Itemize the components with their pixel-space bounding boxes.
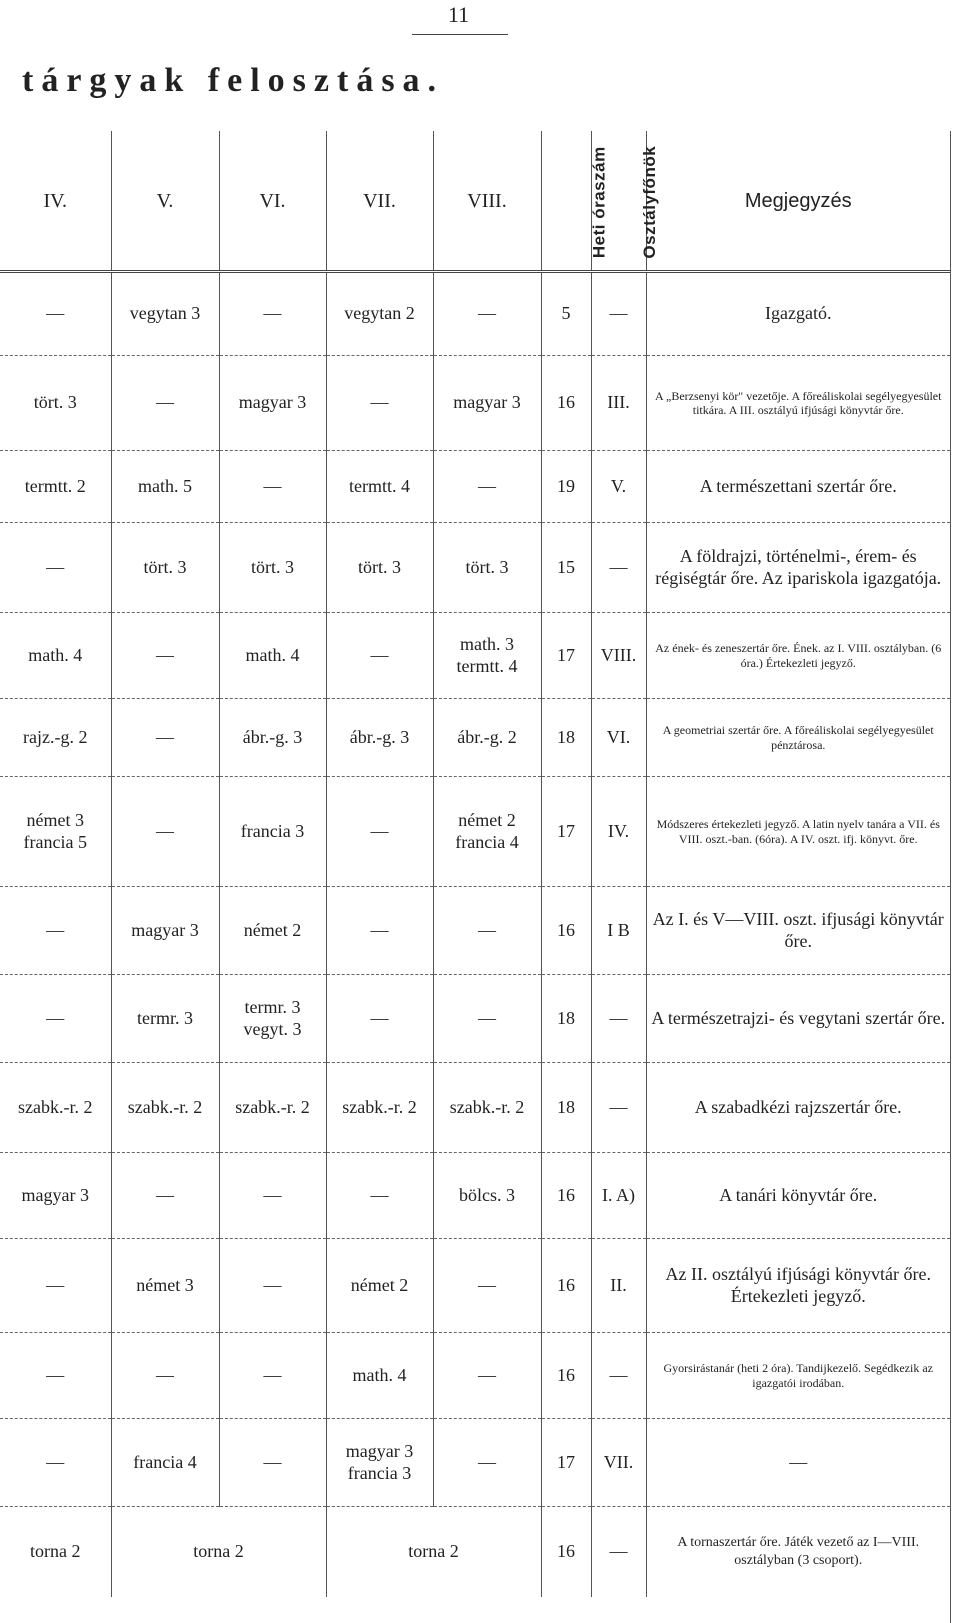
cell-iv: tört. 3 — [0, 356, 111, 451]
cell-note: Az ének- és zeneszertár őre. Ének. az I. VIII. osztályban. (6 óra.) Értekezleti jegyző. — [646, 613, 950, 699]
cell-form-master: VI. — [591, 699, 646, 777]
table-row — [0, 887, 950, 975]
table-row — [0, 1419, 950, 1507]
cell-iv: — — [0, 523, 111, 613]
table-row — [0, 272, 950, 356]
table-row — [0, 451, 950, 523]
cell-iv: — — [46, 303, 65, 324]
table-row — [0, 777, 950, 887]
table-row — [0, 1063, 950, 1153]
col-header-iv: IV. — [0, 131, 111, 272]
cell-viii: szabk.-r. 2 — [433, 1063, 541, 1153]
cell-note: — — [646, 1419, 950, 1507]
header-row — [0, 131, 950, 272]
table-row — [0, 1239, 950, 1333]
cell-v: francia 4 — [111, 1419, 219, 1507]
cell-vi: — — [219, 1153, 326, 1239]
cell-form-master: — — [591, 1063, 646, 1153]
cell-viii: — — [433, 1239, 541, 1333]
cell-vi: — — [219, 272, 326, 356]
table-right-border — [950, 131, 951, 1623]
cell-form-master: — — [591, 1333, 646, 1419]
cell-vii: szabk.-r. 2 — [326, 1063, 433, 1153]
cell-hours: 17 — [541, 777, 591, 887]
cell-note: Az I. és V—VIII. oszt. ifjusági könyvtár őre. — [646, 887, 950, 975]
cell-v: — — [111, 1153, 219, 1239]
cell-note: A tornaszertár őre. Játék vezető az I—VIII. osztályban (3 csoport). — [646, 1507, 950, 1597]
cell-vii: — — [326, 1153, 433, 1239]
cell-note: Módszeres értekezleti jegyző. A latin nyelv tanára a VII. és VIII. oszt.-ban. (6óra). A IV. oszt. ifj. könyvt. őre. — [646, 777, 950, 887]
cell-vii: tört. 3 — [326, 523, 433, 613]
cell-vii-viii: torna 2 — [326, 1507, 541, 1597]
cell-form-master: — — [591, 1507, 646, 1597]
page-number-rule — [412, 34, 508, 35]
cell-form-master: — — [591, 272, 646, 356]
cell-v: math. 5 — [111, 451, 219, 523]
cell-note: A természettani szertár őre. — [646, 451, 950, 523]
cell-v: termr. 3 — [111, 975, 219, 1063]
cell-vii: — — [326, 975, 433, 1063]
cell-vi: — — [219, 1333, 326, 1419]
table-row — [0, 356, 950, 451]
col-header-vi: VI. — [219, 131, 326, 272]
cell-note: A természetrajzi- és vegytani szertár őre. — [646, 975, 950, 1063]
table-row — [0, 1333, 950, 1419]
cell-v: tört. 3 — [111, 523, 219, 613]
cell-vii: math. 4 — [326, 1333, 433, 1419]
cell-vi: — — [219, 1239, 326, 1333]
cell-vii: ábr.-g. 3 — [326, 699, 433, 777]
cell-hours: 18 — [541, 699, 591, 777]
cell-viii: — — [433, 1419, 541, 1507]
cell-form-master: IV. — [591, 777, 646, 887]
cell-note: Igazgató. — [646, 272, 950, 356]
cell-vi: — — [219, 1419, 326, 1507]
cell-viii: bölcs. 3 — [433, 1153, 541, 1239]
cell-hours: 15 — [541, 523, 591, 613]
cell-iv: — — [0, 1333, 111, 1419]
cell-vi: termr. 3 vegyt. 3 — [219, 975, 326, 1063]
cell-form-master: III. — [591, 356, 646, 451]
cell-vi: német 2 — [219, 887, 326, 975]
cell-form-master: — — [591, 975, 646, 1063]
cell-viii: tört. 3 — [433, 523, 541, 613]
cell-vi: math. 4 — [219, 613, 326, 699]
cell-vii: — — [326, 887, 433, 975]
col-header-hours-text: Heti óraszám — [589, 145, 609, 258]
cell-iv: — — [0, 975, 111, 1063]
page-heading: tárgyak felosztása. — [22, 62, 445, 99]
cell-v: magyar 3 — [111, 887, 219, 975]
table-row — [0, 975, 950, 1063]
cell-vi: szabk.-r. 2 — [219, 1063, 326, 1153]
table-row — [0, 699, 950, 777]
table-row — [0, 1153, 950, 1239]
cell-v: német 3 — [111, 1239, 219, 1333]
cell-hours: 17 — [541, 1419, 591, 1507]
cell-v: — — [111, 356, 219, 451]
subject-distribution-table — [0, 131, 950, 1597]
table-row — [0, 613, 950, 699]
cell-vii: termtt. 4 — [326, 451, 433, 523]
cell-note: A geometriai szertár őre. A főreáliskolai segélyegyesület pénztárosa. — [646, 699, 950, 777]
cell-form-master: VII. — [591, 1419, 646, 1507]
cell-v: — — [111, 699, 219, 777]
col-header-form-master-text: Osztályfőnök — [639, 145, 659, 259]
cell-iv: rajz.-g. 2 — [0, 699, 111, 777]
cell-iv: termtt. 2 — [0, 451, 111, 523]
cell-iv: math. 4 — [0, 613, 111, 699]
cell-iv: magyar 3 — [0, 1153, 111, 1239]
cell-iv: szabk.-r. 2 — [0, 1063, 111, 1153]
cell-vi: tört. 3 — [219, 523, 326, 613]
cell-v: szabk.-r. 2 — [111, 1063, 219, 1153]
cell-note: A földrajzi, történelmi-, érem- és régiségtár őre. Az ipariskola igazgatója. — [646, 523, 950, 613]
cell-vi: — — [219, 451, 326, 523]
cell-vii: vegytan 2 — [326, 272, 433, 356]
cell-iv: német 3 francia 5 — [0, 777, 111, 887]
cell-v: — — [111, 1333, 219, 1419]
cell-viii: ábr.-g. 2 — [433, 699, 541, 777]
cell-iv: — — [0, 887, 111, 975]
cell-hours: 16 — [541, 1239, 591, 1333]
cell-note: Gyorsirástanár (heti 2 óra). Tandijkezelő. Segédkezik az igazgatói irodában. — [646, 1333, 950, 1419]
cell-iv: — — [0, 1419, 111, 1507]
cell-vi: ábr.-g. 3 — [219, 699, 326, 777]
cell-hours: 17 — [541, 613, 591, 699]
cell-note: Az II. osztályú ifjúsági könyvtár őre. Értekezleti jegyző. — [646, 1239, 950, 1333]
cell-viii: — — [433, 272, 541, 356]
cell-vi: magyar 3 — [219, 356, 326, 451]
table-row — [0, 523, 950, 613]
cell-form-master: — — [591, 523, 646, 613]
cell-iv: — — [0, 1239, 111, 1333]
cell-hours: 18 — [541, 1063, 591, 1153]
cell-hours: 16 — [541, 356, 591, 451]
cell-note: A szabadkézi rajzszertár őre. — [646, 1063, 950, 1153]
cell-hours: 16 — [541, 887, 591, 975]
cell-hours: 18 — [541, 975, 591, 1063]
col-header-note: Megjegyzés — [646, 131, 950, 272]
cell-vii: magyar 3 francia 3 — [326, 1419, 433, 1507]
cell-form-master: I. A) — [591, 1153, 646, 1239]
col-header-viii: VIII. — [433, 131, 541, 272]
cell-v: vegytan 3 — [111, 272, 219, 356]
cell-v: — — [111, 613, 219, 699]
cell-form-master: VIII. — [591, 613, 646, 699]
cell-viii: — — [433, 451, 541, 523]
cell-v-vi: torna 2 — [111, 1507, 326, 1597]
col-header-vii: VII. — [326, 131, 433, 272]
cell-hours: 5 — [541, 272, 591, 356]
cell-viii: — — [433, 1333, 541, 1419]
cell-form-master: V. — [591, 451, 646, 523]
cell-iv: torna 2 — [0, 1507, 111, 1597]
page-number: 11 — [448, 2, 470, 27]
cell-vii: — — [326, 356, 433, 451]
table-row — [0, 1507, 950, 1597]
cell-vii: — — [326, 613, 433, 699]
col-header-v: V. — [111, 131, 219, 272]
cell-hours: 16 — [541, 1153, 591, 1239]
cell-vii: — — [326, 777, 433, 887]
cell-viii: magyar 3 — [433, 356, 541, 451]
cell-hours: 16 — [541, 1507, 591, 1597]
cell-viii: math. 3 termtt. 4 — [433, 613, 541, 699]
cell-viii: — — [433, 975, 541, 1063]
col-header-hours — [541, 131, 609, 272]
cell-vii: német 2 — [326, 1239, 433, 1333]
cell-form-master: II. — [591, 1239, 646, 1333]
cell-hours: 19 — [541, 451, 591, 523]
cell-viii: német 2 francia 4 — [433, 777, 541, 887]
cell-v: — — [111, 777, 219, 887]
cell-note: A „Berzsenyi kör" vezetője. A főreáliskolai segélyegyesület titkára. A III. osztályú ifjúsági könyvtár őre. — [646, 356, 950, 451]
cell-viii: — — [433, 887, 541, 975]
cell-note: A tanári könyvtár őre. — [646, 1153, 950, 1239]
cell-vi: francia 3 — [219, 777, 326, 887]
cell-hours: 16 — [541, 1333, 591, 1419]
cell-form-master: I B — [591, 887, 646, 975]
